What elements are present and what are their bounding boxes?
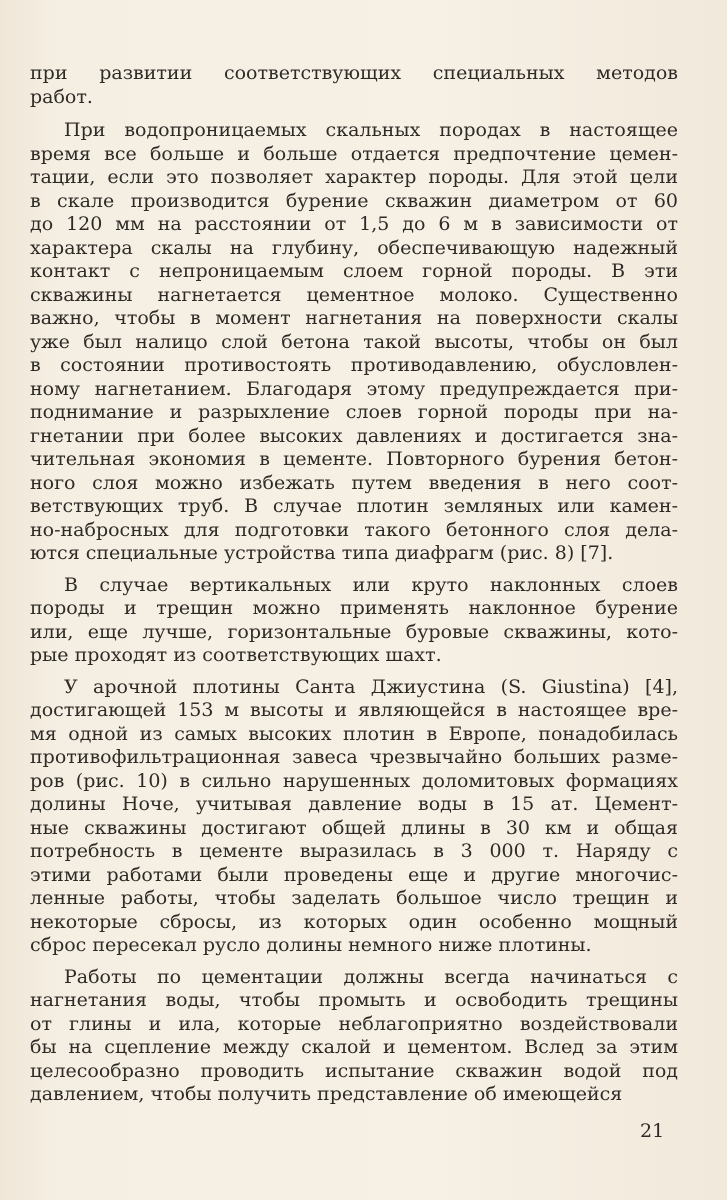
text-line: мя одной из самых высоких плотин в Европе, понадобилась [30, 722, 678, 745]
text-line: долины Ноче, учитывая давление воды в 15 ат. Цемент- [30, 793, 678, 815]
text-line: в состоянии противостоять противодавлению, обусловлен- [30, 354, 678, 376]
text-line: некоторые сбросы, из которых один особенно мощный [30, 910, 678, 933]
text-line: ному нагнетанием. Благодаря этому предупреждается при- [30, 377, 678, 400]
text-line: ленные работы, чтобы заделать большое число трещин и [30, 887, 678, 909]
text-line: важно, чтобы в момент нагнетания на поверхности скалы [30, 307, 678, 329]
text-line: или, еще лучше, горизонтальные буровые скважины, кото- [30, 620, 678, 643]
text-line: время все больше и больше отдается предпочтение цемен- [30, 142, 678, 165]
text-line: скважины нагнетается цементное молоко. Существенно [30, 283, 678, 306]
paragraph [30, 119, 678, 566]
text-line: При водопроницаемых скальных породах в настоящее [64, 119, 678, 141]
text-line: Работы по цементации должны всегда начинаться с [64, 965, 678, 988]
body-text [30, 62, 678, 1107]
text-line: тации, если это позволяет характер породы. Для этой цели [30, 166, 678, 188]
text-line: противофильтрационная завеса чрезвычайно больших разме- [30, 746, 678, 768]
text-line: целесообразно проводить испытание скважин водой под [30, 1059, 678, 1082]
text-line: при развитии соответствующих специальных методов [30, 62, 678, 84]
text-line: до 120 мм на расстоянии от 1,5 до 6 м в зависимости от [30, 213, 678, 235]
text-line: характера скалы на глубину, обеспечивающую надежный [30, 236, 678, 259]
text-line: ров (рис. 10) в сильно нарушенных доломитовых формациях [30, 769, 678, 792]
text-line: этими работами были проведены еще и другие многочис- [30, 863, 678, 886]
text-line: работ. [30, 85, 93, 108]
page-number: 21 [640, 1120, 665, 1142]
text-line: поднимание и разрыхление слоев горной породы при на- [30, 401, 678, 423]
text-line: рые проходят из соответствующих шахт. [30, 644, 442, 666]
text-line: уже был налицо слой бетона такой высоты, чтобы он был [30, 330, 678, 353]
paragraph [30, 62, 678, 109]
text-line: сброс пересекал русло долины немного ниже плотины. [30, 934, 592, 956]
text-line: ного слоя можно избежать путем введения в него соот- [30, 471, 678, 494]
text-line: контакт с непроницаемым слоем горной породы. В эти [30, 260, 678, 282]
paragraph [30, 966, 678, 1107]
text-line: достигающей 153 м высоты и являющейся в настоящее вре- [30, 699, 678, 721]
text-line: ются специальные устройства типа диафрагм (рис. 8) [7]. [30, 542, 614, 564]
text-line: но-набросных для подготовки такого бетонного слоя дела- [30, 518, 678, 541]
text-line: ные скважины достигают общей длины в 30 км и общая [30, 816, 678, 839]
paragraph [30, 574, 678, 668]
text-line: бы на сцепление между скалой и цементом. Вслед за этим [30, 1036, 678, 1058]
text-line: чительная экономия в цементе. Повторного бурения бетон- [30, 448, 678, 470]
text-line: в скале производится бурение скважин диаметром от 60 [30, 189, 678, 212]
text-line: давлением, чтобы получить представление об имеющейся [30, 1083, 623, 1105]
text-line: нагнетания воды, чтобы промыть и освободить трещины [30, 989, 678, 1011]
text-line: гнетании при более высоких давлениях и достигается зна- [30, 424, 678, 447]
text-line: породы и трещин можно применять наклонное бурение [30, 597, 678, 619]
paragraph [30, 676, 678, 958]
text-line: потребность в цементе выразилась в 3 000 т. Наряду с [30, 840, 678, 862]
text-line: У арочной плотины Санта Джиустина (S. Giustina) [4], [64, 675, 678, 698]
text-line: В случае вертикальных или круто наклонных слоев [64, 573, 678, 596]
text-line: от глины и ила, которые неблагоприятно воздействовали [30, 1012, 678, 1035]
text-line: ветствующих труб. В случае плотин земляных или камен- [30, 495, 678, 517]
